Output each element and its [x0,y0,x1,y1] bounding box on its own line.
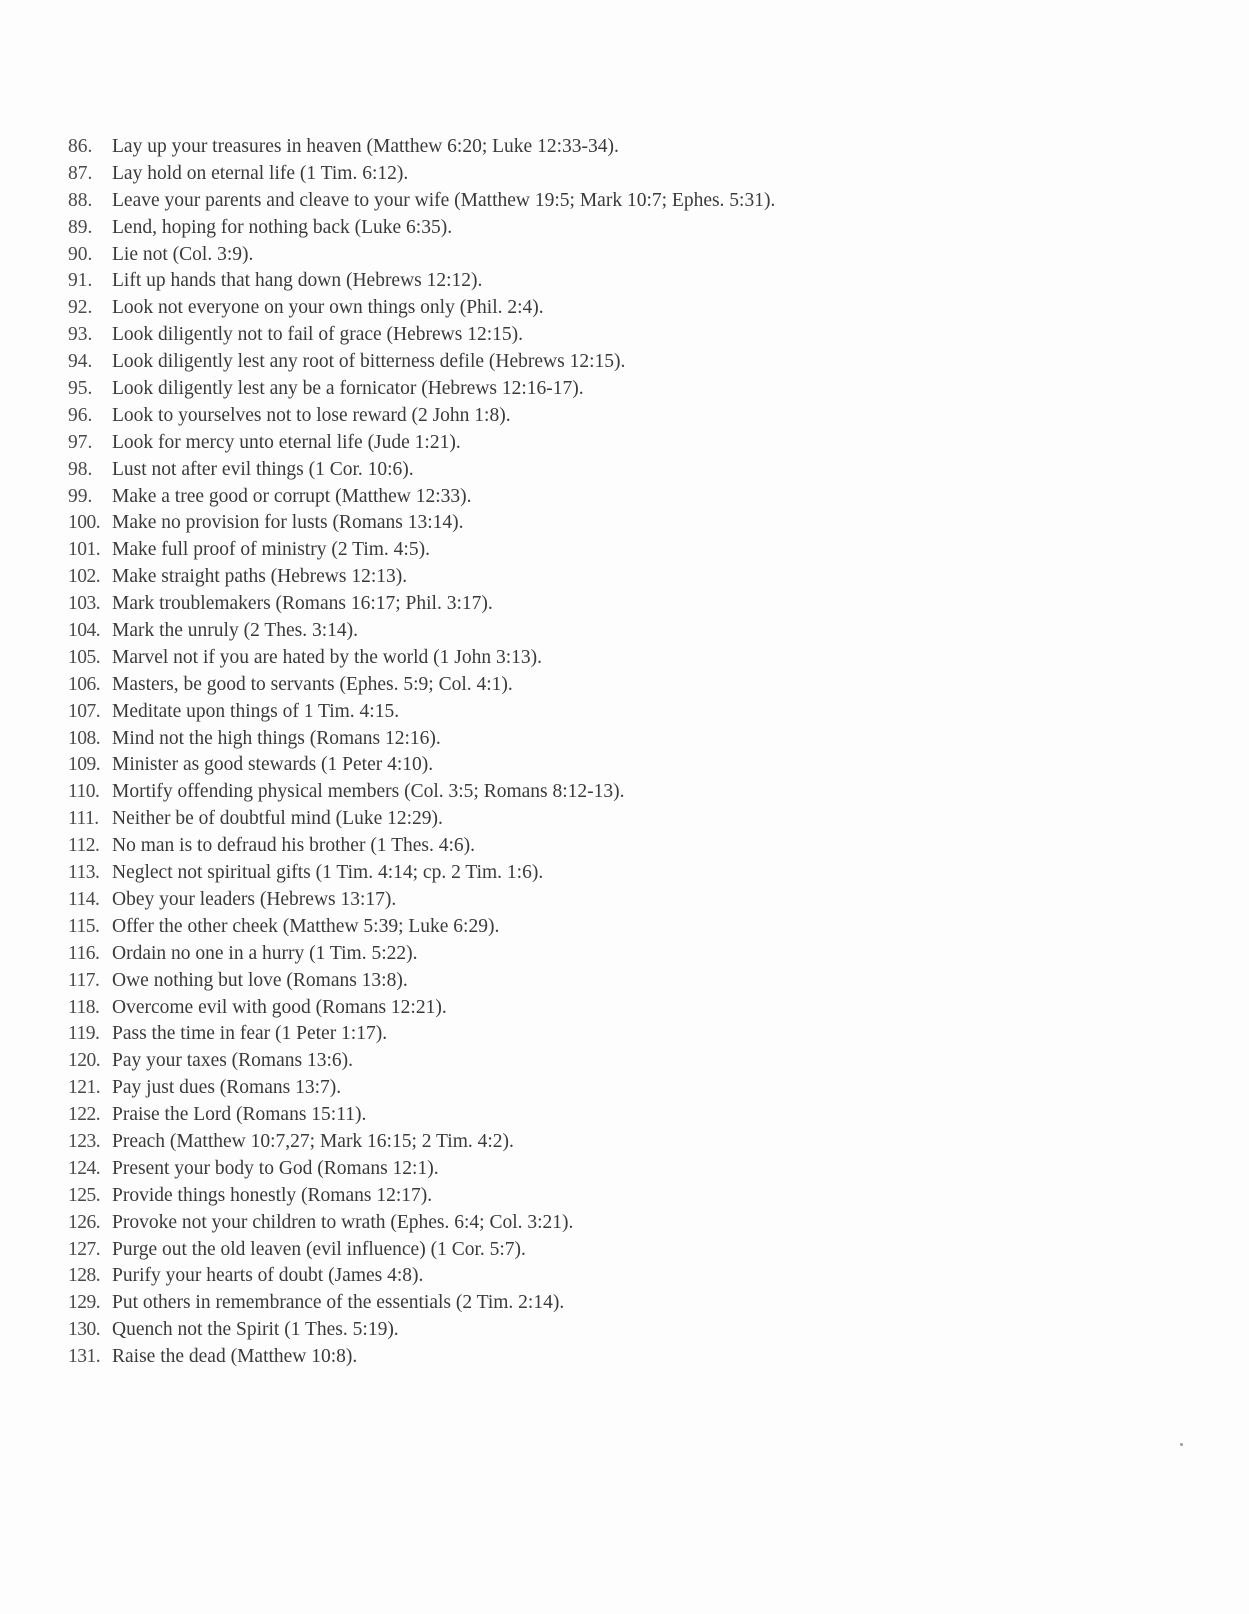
item-text: Obey your leaders (Hebrews 13:17). [112,888,397,910]
item-number: 121. [68,1077,101,1099]
item-number: 118. [68,996,100,1018]
item-number: 94. [68,351,93,373]
list-item [68,349,775,376]
item-number: 114. [68,888,100,910]
list-item [68,1290,775,1317]
item-number: 105. [68,646,101,668]
item-number: 123. [68,1130,101,1152]
item-number: 101. [68,539,101,561]
item-number: 107. [68,700,101,722]
list-item [68,914,775,941]
list-item [68,457,775,484]
item-number: 93. [68,324,93,346]
item-number: 87. [68,162,93,184]
item-number: 102. [68,566,101,588]
list-item [68,242,775,269]
item-text: Lift up hands that hang down (Hebrews 12:12). [112,270,483,292]
item-number: 112. [68,835,100,857]
list-item [68,779,775,806]
item-text: Put others in remembrance of the essentials (2 Tim. 2:14). [112,1292,565,1314]
item-text: Pass the time in fear (1 Peter 1:17). [112,1023,388,1045]
list-item [68,941,775,968]
item-number: 97. [68,431,93,453]
item-number: 96. [68,404,93,426]
list-item [68,215,775,242]
item-text: Neither be of doubtful mind (Luke 12:29). [112,808,443,830]
item-text: Mind not the high things (Romans 12:16). [112,727,441,749]
list-item [68,564,775,591]
item-text: Owe nothing but love (Romans 13:8). [112,969,408,991]
item-number: 115. [68,915,100,937]
item-text: Provoke not your children to wrath (Ephes. 6:4; Col. 3:21). [112,1211,574,1233]
item-text: Ordain no one in a hurry (1 Tim. 5:22). [112,942,418,964]
item-text: Make no provision for lusts (Romans 13:14). [112,512,464,534]
item-number: 95. [68,378,93,400]
list-item [68,968,775,995]
list-item [68,510,775,537]
list-item [68,537,775,564]
list-item [68,726,775,753]
item-text: Present your body to God (Romans 12:1). [112,1157,439,1179]
item-number: 110. [68,781,100,803]
item-text: Marvel not if you are hated by the world (1 John 3:13). [112,646,542,668]
item-number: 126. [68,1211,101,1233]
list-item [68,268,775,295]
list-item [68,484,775,511]
item-number: 86. [68,136,93,157]
item-number: 122. [68,1104,101,1126]
item-text: Leave your parents and cleave to your wife (Matthew 19:5; Mark 10:7; Ephes. 5:31). [112,189,776,211]
item-text: Raise the dead (Matthew 10:8). [112,1346,358,1368]
list-item [68,1048,775,1075]
list-item [68,1344,775,1371]
item-text: Offer the other cheek (Matthew 5:39; Luke 6:29). [112,915,500,937]
list-item [68,672,775,699]
list-item [68,161,775,188]
item-number: 111. [68,808,99,830]
item-number: 88. [68,189,93,211]
item-text: Look diligently lest any root of bitterness defile (Hebrews 12:15). [112,351,626,373]
list-item [68,806,775,833]
item-number: 119. [68,1023,100,1045]
list-item [68,1102,775,1129]
item-text: Overcome evil with good (Romans 12:21). [112,996,447,1018]
item-text: Provide things honestly (Romans 12:17). [112,1184,433,1206]
item-text: Neglect not spiritual gifts (1 Tim. 4:14; cp. 2 Tim. 1:6). [112,862,544,884]
item-number: 129. [68,1292,101,1314]
list-item [68,1183,775,1210]
item-text: Lust not after evil things (1 Cor. 10:6). [112,458,414,480]
list-item [68,752,775,779]
list-item [68,188,775,215]
item-number: 91. [68,270,93,292]
item-number: 108. [68,727,101,749]
item-text: Make straight paths (Hebrews 12:13). [112,566,408,588]
list-item [68,887,775,914]
item-text: Minister as good stewards (1 Peter 4:10). [112,754,434,776]
item-text: Quench not the Spirit (1 Thes. 5:19). [112,1319,399,1341]
item-number: 109. [68,754,101,776]
list-item [68,1156,775,1183]
item-text: Lend, hoping for nothing back (Luke 6:35). [112,216,453,238]
list-item [68,134,775,161]
item-text: Mortify offending physical members (Col. 3:5; Romans 8:12-13). [112,781,625,803]
item-text: Make full proof of ministry (2 Tim. 4:5). [112,539,430,561]
list-item [68,295,775,322]
list-item [68,430,775,457]
item-number: 92. [68,297,93,319]
list-item [68,1263,775,1290]
item-text: Lie not (Col. 3:9). [112,243,254,265]
list-item [68,376,775,403]
item-number: 106. [68,673,101,695]
item-text: Make a tree good or corrupt (Matthew 12:33). [112,485,472,507]
item-text: Look to yourselves not to lose reward (2 John 1:8). [112,404,511,426]
item-text: No man is to defraud his brother (1 Thes. 4:6). [112,835,476,857]
list-item [68,322,775,349]
list-item [68,1075,775,1102]
commandments-list [68,134,775,1371]
list-item [68,618,775,645]
item-text: Praise the Lord (Romans 15:11). [112,1104,367,1126]
item-text: Purify your hearts of doubt (James 4:8). [112,1265,424,1287]
list-item [68,1129,775,1156]
item-number: 90. [68,243,93,265]
item-text: Look for mercy unto eternal life (Jude 1:21). [112,431,461,453]
item-text: Pay just dues (Romans 13:7). [112,1077,342,1099]
item-number: 124. [68,1157,101,1179]
list-item [68,995,775,1022]
list-item [68,1021,775,1048]
item-text: Lay up your treasures in heaven (Matthew 6:20; Luke 12:33-34). [112,136,619,157]
scan-speck [1180,1443,1183,1446]
item-number: 120. [68,1050,101,1072]
item-number: 104. [68,620,101,642]
item-text: Pay your taxes (Romans 13:6). [112,1050,354,1072]
item-text: Lay hold on eternal life (1 Tim. 6:12). [112,162,409,184]
item-text: Mark the unruly (2 Thes. 3:14). [112,620,359,642]
item-text: Purge out the old leaven (evil influence) (1 Cor. 5:7). [112,1238,526,1260]
list-item [68,833,775,860]
item-text: Look diligently lest any be a fornicator (Hebrews 12:16-17). [112,378,584,400]
list-item [68,860,775,887]
item-text: Look not everyone on your own things only (Phil. 2:4). [112,297,544,319]
list-item [68,403,775,430]
item-number: 89. [68,216,93,238]
item-number: 116. [68,942,100,964]
item-text: Mark troublemakers (Romans 16:17; Phil. 3:17). [112,593,493,615]
item-text: Meditate upon things of 1 Tim. 4:15. [112,700,400,722]
item-number: 99. [68,485,93,507]
item-number: 113. [68,862,100,884]
list-item [68,1237,775,1264]
list-item [68,1210,775,1237]
item-text: Masters, be good to servants (Ephes. 5:9; Col. 4:1). [112,673,513,695]
list-item [68,1317,775,1344]
list-item [68,645,775,672]
item-number: 131. [68,1346,101,1368]
list-item [68,699,775,726]
item-text: Look diligently not to fail of grace (Hebrews 12:15). [112,324,524,346]
item-number: 100. [68,512,101,534]
item-number: 125. [68,1184,101,1206]
item-number: 117. [68,969,100,991]
item-number: 130. [68,1319,101,1341]
item-number: 128. [68,1265,101,1287]
item-number: 98. [68,458,93,480]
list-item [68,591,775,618]
item-text: Preach (Matthew 10:7,27; Mark 16:15; 2 Tim. 4:2). [112,1130,514,1152]
item-number: 103. [68,593,101,615]
item-number: 127. [68,1238,101,1260]
